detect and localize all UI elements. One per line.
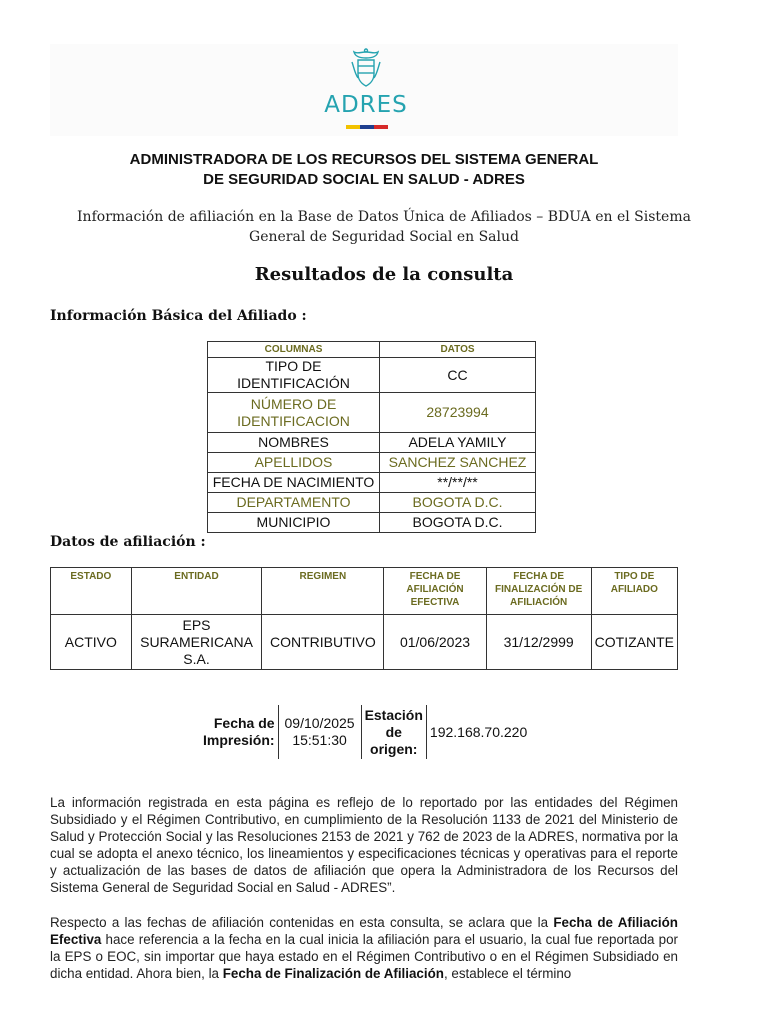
fecha-impresion-label: Fecha de Impresión: <box>203 715 275 748</box>
table-row <box>51 615 678 670</box>
estado-header: ESTADO <box>51 568 132 615</box>
row-value: 28723994 <box>380 393 536 433</box>
entidad-header: ENTIDAD <box>131 568 262 615</box>
page-subtitle <box>40 207 728 247</box>
fecha-finalizacion-header: FECHA DE FINALIZACIÓN DE AFILIACIÓN <box>486 568 591 615</box>
organization-title <box>60 150 668 190</box>
print-info-row <box>200 705 530 759</box>
basic-info-table <box>207 341 536 533</box>
logo-text: ADRES <box>324 92 408 118</box>
row-value: BOGOTA D.C. <box>380 493 536 513</box>
tipo-afiliado-header: TIPO DE AFILIADO <box>591 568 677 615</box>
fecha-finalizacion-cell: 31/12/2999 <box>486 615 591 670</box>
table-row <box>208 453 536 473</box>
row-value: ADELA YAMILY <box>380 433 536 453</box>
basic-info-title: Información Básica del Afiliado : <box>50 308 307 324</box>
fecha-afiliacion-header: FECHA DE AFILIACIÓN EFECTIVA <box>384 568 486 615</box>
print-info-table <box>200 705 530 759</box>
affiliation-table <box>50 567 678 670</box>
flag-red <box>374 125 388 129</box>
disclaimer-paragraph: La información registrada en esta página es reflejo de lo reportado por las entidades del Régimen Subsidiado y el Régimen Contributivo, en cumplimiento de la Resolución 1133 de 2021 del Ministerio de Salud y Protección Social y las Resoluciones 2153 de 2021 y 762 de 2023 de la ADRES, normativa por la cual se adopta el anexo técnico, los lineamientos y especificaciones técnicas y operativas para el reporte y actualización de las bases de datos de afiliación que opera la Administradora de los Recursos del Sistema General de Seguridad Social en Salud - ADRES”. <box>50 795 678 895</box>
flag-yellow <box>346 125 360 129</box>
adres-logo <box>318 48 414 134</box>
tipo-afiliado-cell: COTIZANTE <box>591 615 677 670</box>
fecha-afiliacion-cell: 01/06/2023 <box>384 615 486 670</box>
results-title: Resultados de la consulta <box>254 264 514 285</box>
table-row <box>208 513 536 533</box>
row-label: MUNICIPIO <box>208 513 380 533</box>
estacion-origen-value: 192.168.70.220 <box>426 705 530 759</box>
text: , establece el término <box>443 966 572 981</box>
org-title-line1: ADMINISTRADORA DE LOS RECURSOS DEL SISTEMA GENERAL <box>129 151 599 168</box>
row-label: APELLIDOS <box>208 453 380 473</box>
row-label: FECHA DE NACIMIENTO <box>208 473 380 493</box>
text: hace referencia a la fecha en la cual inicia la afiliación para el usuario, la cual fue reportada por la EPS o EOC, sin importar que haya estado en el Régimen Contributivo o en el Régimen Subsidiado en dicha entidad. Ahora bien, la <box>50 932 678 981</box>
fecha-impresion-value: 09/10/2025 15:51:30 <box>278 705 361 759</box>
row-label: NÚMERO DE IDENTIFICACION <box>208 393 380 433</box>
flag-blue <box>360 125 374 129</box>
affiliation-title: Datos de afiliación : <box>50 534 206 550</box>
basic-info-header <box>208 342 536 358</box>
table-row <box>208 358 536 393</box>
colombia-flag-stripe <box>346 125 388 129</box>
subtitle-line1: Información de afiliación en la Base de Datos Única de Afiliados – BDUA en el Sistema <box>77 209 691 225</box>
estado-cell: ACTIVO <box>51 615 132 670</box>
row-value: CC <box>380 358 536 393</box>
estacion-origen-label: Estación de origen: <box>361 705 426 759</box>
columnas-header: COLUMNAS <box>208 342 380 358</box>
row-value: BOGOTA D.C. <box>380 513 536 533</box>
row-label: DEPARTAMENTO <box>208 493 380 513</box>
row-label: TIPO DE IDENTIFICACIÓN <box>208 358 380 393</box>
text: Respecto a las fechas de afiliación contenidas en esta consulta, se aclara que la <box>50 915 554 930</box>
fecha-efectiva-term: Fecha de Afiliación Efectiva <box>50 915 678 947</box>
row-value: SANCHEZ SANCHEZ <box>380 453 536 473</box>
row-label: NOMBRES <box>208 433 380 453</box>
table-row <box>208 433 536 453</box>
regimen-header: REGIMEN <box>262 568 384 615</box>
coat-of-arms-icon <box>349 48 383 90</box>
dates-explanation-paragraph <box>50 914 678 982</box>
subtitle-line2: General de Seguridad Social en Salud <box>249 229 519 245</box>
affiliation-header <box>51 568 678 615</box>
datos-header: DATOS <box>380 342 536 358</box>
table-row <box>208 393 536 433</box>
org-title-line2: DE SEGURIDAD SOCIAL EN SALUD - ADRES <box>203 171 525 188</box>
fecha-finalizacion-term: Fecha de Finalización de Afiliación <box>222 966 444 981</box>
table-row <box>208 473 536 493</box>
entidad-cell: EPS SURAMERICANA S.A. <box>131 615 262 670</box>
row-value: **/**/** <box>380 473 536 493</box>
regimen-cell: CONTRIBUTIVO <box>262 615 384 670</box>
table-row <box>208 493 536 513</box>
